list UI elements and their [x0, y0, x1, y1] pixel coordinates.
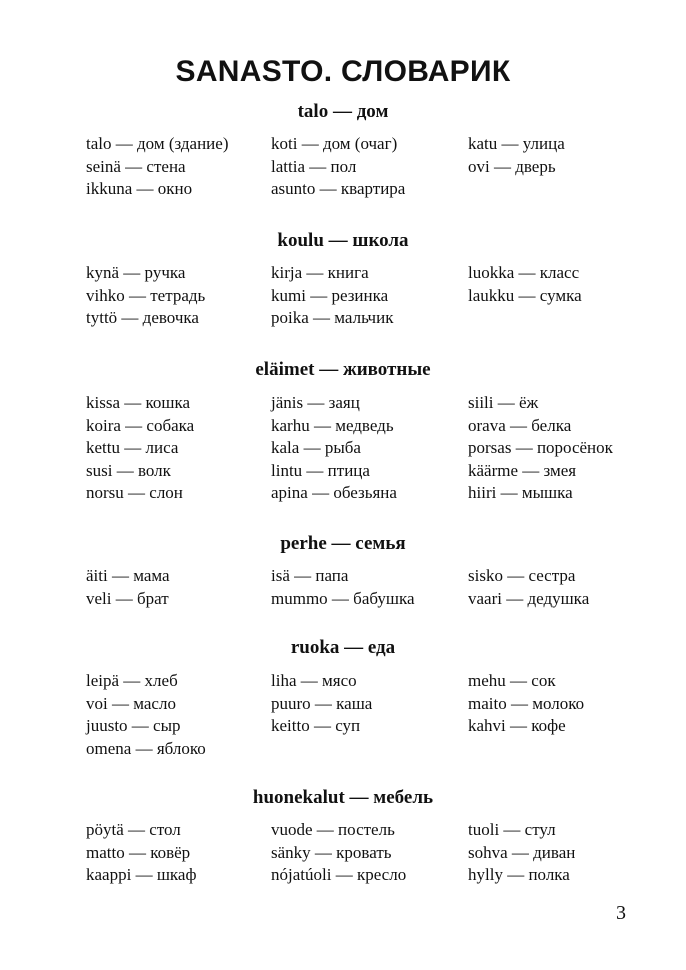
word-entry: puuro — каша — [271, 693, 373, 713]
word-entry: tuoli — стул — [468, 820, 556, 839]
word-entry: tyttö — девочка — [86, 308, 199, 328]
word-entry: karhu — медведь — [271, 415, 394, 435]
word-entry: matto — ковёр — [86, 842, 191, 862]
word-entry: vihko — тетрадь — [86, 285, 206, 305]
word-entry: orava — белка — [468, 415, 572, 435]
word-entry: mehu — сок — [468, 671, 556, 690]
word-entry: lintu — птица — [271, 460, 370, 480]
section-huonekalut — [0, 786, 686, 885]
word-entry — [468, 307, 646, 330]
section-koulu — [0, 229, 686, 328]
section-title: huonekalut — мебель — [252, 787, 434, 808]
word-grid — [86, 819, 646, 887]
word-entry: vaari — дедушка — [468, 588, 590, 608]
word-entry: luokka — класс — [468, 263, 580, 282]
word-entry: sisko — сестра — [468, 566, 576, 585]
word-entry: norsu — слон — [86, 483, 183, 503]
word-entry: sänky — кровать — [271, 842, 392, 862]
word-entry: keitto — суп — [271, 716, 361, 736]
word-entry: kaappi — шкаф — [86, 865, 197, 885]
word-entry: nójatúoli — кресло — [271, 865, 407, 885]
word-entry: sohva — диван — [468, 842, 576, 862]
word-entry: laukku — сумка — [468, 285, 582, 305]
section-title: perhe — семья — [280, 533, 406, 554]
word-entry: kirja — книга — [271, 263, 369, 282]
word-grid — [86, 565, 646, 610]
word-entry: liha — мясо — [271, 671, 357, 690]
word-entry — [271, 738, 468, 761]
word-entry: poika — мальчик — [271, 308, 394, 328]
word-entry: apina — обезьяна — [271, 483, 397, 503]
word-entry — [468, 178, 646, 201]
word-entry: leipä — хлеб — [86, 671, 178, 690]
word-entry: hiiri — мышка — [468, 483, 573, 503]
word-grid — [86, 670, 646, 760]
section-title: ruoka — еда — [290, 637, 396, 658]
page-number: 3 — [616, 902, 626, 924]
word-entry: mummo — бабушка — [271, 588, 415, 608]
word-entry: susi — волк — [86, 460, 171, 480]
word-entry: kynä — ручка — [86, 263, 186, 282]
word-entry: kahvi — кофе — [468, 716, 566, 736]
word-entry: äiti — мама — [86, 566, 170, 585]
word-entry — [468, 738, 646, 761]
word-entry: kissa — кошка — [86, 393, 191, 412]
word-entry: porsas — поросёнок — [468, 438, 613, 458]
word-entry: isä — папа — [271, 566, 349, 585]
word-entry: talo — дом (здание) — [86, 134, 229, 153]
word-entry: jänis — заяц — [271, 393, 360, 412]
word-entry: ikkuna — окно — [86, 179, 193, 199]
section-title: koulu — школа — [277, 230, 409, 251]
word-entry: pöytä — стол — [86, 820, 181, 839]
word-grid — [86, 262, 646, 330]
section-ruoka — [0, 636, 686, 758]
page-title: SANASTO. СЛОВАРИК — [175, 55, 511, 88]
word-entry: kumi — резинка — [271, 285, 389, 305]
section-perhe — [0, 532, 686, 608]
section-elaimet — [0, 358, 686, 503]
word-entry: siili — ёж — [468, 393, 539, 412]
word-entry: voi — масло — [86, 693, 176, 713]
word-entry: hylly — полка — [468, 865, 570, 885]
section-title: eläimet — животные — [255, 359, 431, 380]
word-entry: veli — брат — [86, 588, 169, 608]
word-entry: kettu — лиса — [86, 438, 179, 458]
word-entry: koti — дом (очаг) — [271, 134, 398, 153]
section-title: talo — дом — [297, 101, 389, 122]
word-entry: seinä — стена — [86, 156, 186, 176]
word-entry: katu — улица — [468, 134, 565, 153]
word-entry: asunto — квартира — [271, 179, 406, 199]
word-entry: juusto — сыр — [86, 716, 181, 736]
word-entry: kala — рыба — [271, 438, 361, 458]
word-entry: maito — молоко — [468, 693, 585, 713]
word-entry: lattia — пол — [271, 156, 357, 176]
word-entry: koira — собака — [86, 415, 195, 435]
word-entry: ovi — дверь — [468, 156, 556, 176]
word-grid — [86, 133, 646, 201]
word-entry: käärme — змея — [468, 460, 577, 480]
word-entry: omena — яблоко — [86, 738, 206, 758]
word-entry: vuode — постель — [271, 820, 395, 839]
section-talo — [0, 100, 686, 199]
word-grid — [86, 392, 646, 505]
